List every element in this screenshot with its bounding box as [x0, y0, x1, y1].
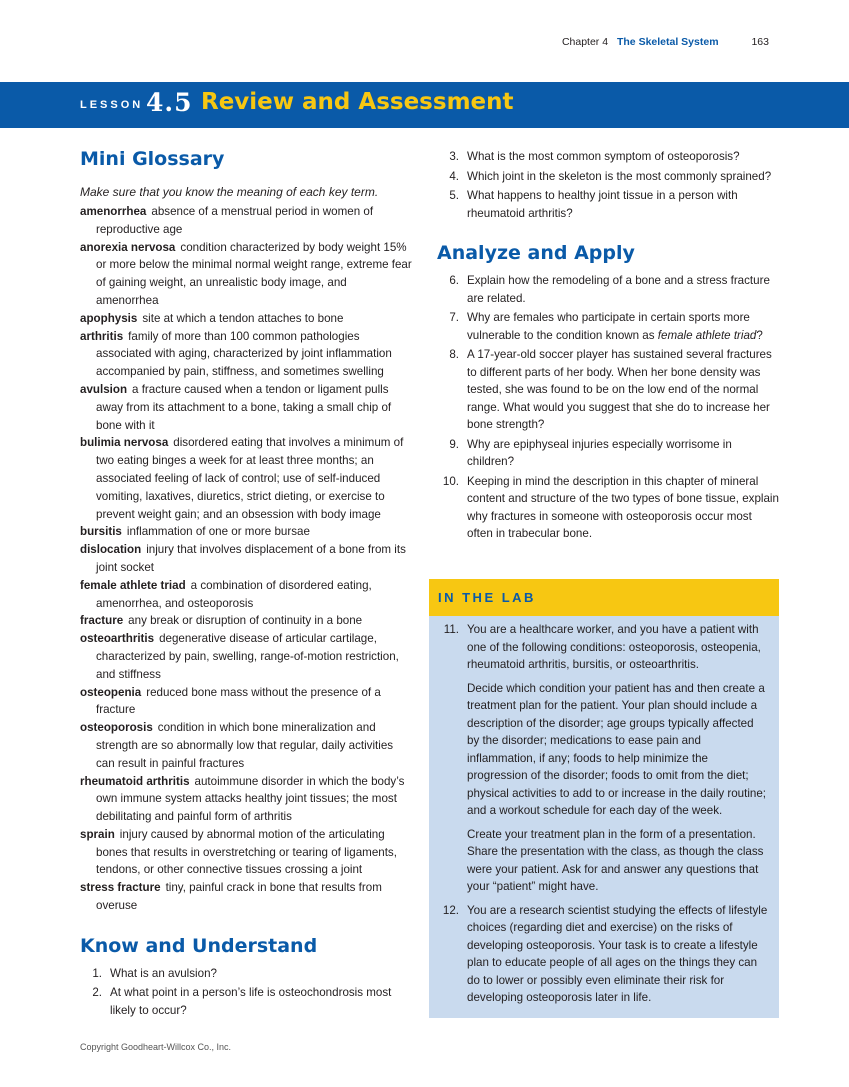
question-text: At what point in a person’s life is osteochondrosis most likely to occur?	[110, 986, 392, 1017]
question-number: 11.	[443, 623, 459, 636]
glossary-term: osteopenia	[80, 685, 142, 699]
glossary-definition: degenerative disease of articular cartilage, characterized by pain, swelling, range-of-motion restriction, and stiffness	[96, 632, 399, 681]
question-number: 3.	[449, 150, 459, 163]
lesson-number: 4.5	[146, 88, 193, 117]
glossary-definition: absence of a menstrual period in women of reproductive age	[96, 205, 374, 236]
question-number: 6.	[449, 274, 459, 287]
question-12	[437, 902, 769, 1007]
question-text: You are a research scientist studying the effects of lifestyle choices (regarding diet and exercise) on the risks of developing osteoporosis. Your task is to create a lifestyle plan to educate people of all ages on the things they can do to lower or possibly even eliminate their risk for developing osteoporosis later in life.	[467, 903, 768, 1004]
lesson-banner	[0, 82, 849, 128]
glossary-definition: a fracture caused when a tendon or ligament pulls away from its attachment to a bone, taking a small chip of bone with it	[96, 382, 392, 432]
question-8	[437, 346, 779, 434]
glossary-term: apophysis	[80, 311, 138, 325]
question-text: Explain how the remodeling of a bone and a stress fracture are related.	[467, 274, 770, 305]
glossary-entry	[80, 612, 412, 630]
glossary-term: arthritis	[80, 329, 124, 343]
glossary-term: anorexia nervosa	[80, 240, 176, 254]
glossary-term: bursitis	[80, 525, 122, 539]
question-4	[437, 168, 779, 186]
question-5	[437, 187, 779, 222]
glossary-heading: Mini Glossary	[80, 148, 225, 170]
glossary-definition: family of more than 100 common pathologies associated with aging, characterized by joint inflammation accompanied by pain, stiffness, and sometimes swelling	[96, 329, 392, 379]
glossary-definition: injury caused by abnormal motion of the articulating bones that results in overstretching or tearing of ligaments, tendons, or other connective tissues crossing a joint	[96, 827, 397, 877]
glossary-definition: condition in which bone mineralization and strength are so abnormally low that regular, daily activities can result in painful fractures	[96, 721, 394, 770]
lesson-word: LESSON	[80, 99, 144, 111]
glossary-entry	[80, 684, 412, 720]
glossary-term: osteoporosis	[80, 721, 153, 735]
glossary-definition: disordered eating that involves a minimum of two eating binges a week for at least three months; an associated feeling of lack of control; use of self-induced vomiting, laxatives, diuretics, strict dieting, or exercise to prevent weight gain; and an obsession with body image	[96, 436, 404, 521]
lab-heading: IN THE LAB	[438, 590, 536, 605]
lesson-title: Review and Assessment	[201, 89, 514, 115]
glossary-definition: condition characterized by body weight 15% or more below the minimal normal weight range, extreme fear of gaining weight, an unrealistic body image, and amenorrhea	[96, 240, 412, 307]
question-3	[437, 148, 779, 166]
glossary-entry	[80, 541, 412, 577]
question-number: 7.	[449, 311, 459, 324]
glossary-entry	[80, 523, 412, 541]
analyze-heading: Analyze and Apply	[437, 242, 635, 264]
question-text: What happens to healthy joint tissue in a person with rheumatoid arthritis?	[467, 189, 738, 220]
glossary-term: fracture	[80, 614, 124, 628]
glossary-term: rheumatoid arthritis	[80, 774, 190, 788]
glossary-entry	[80, 239, 412, 310]
question-number: 5.	[449, 189, 459, 202]
question-number: 10.	[442, 474, 459, 488]
lab-paragraph: Create your treatment plan in the form of a presentation. Share the presentation with the class, as though the class were your patient. Ask for and answer any questions that your “patient” might have.	[467, 827, 764, 893]
glossary-term: sprain	[80, 827, 115, 841]
glossary-intro: Make sure that you know the meaning of each key term.	[80, 185, 379, 199]
glossary-term: osteoarthritis	[80, 632, 155, 646]
glossary-entry	[80, 773, 412, 826]
question-7	[437, 309, 779, 344]
glossary-list	[80, 203, 412, 915]
question-9	[437, 436, 779, 471]
running-head	[562, 36, 769, 48]
question-2	[80, 984, 412, 1019]
glossary-definition: site at which a tendon attaches to bone	[142, 311, 344, 325]
question-10	[437, 473, 779, 543]
glossary-term: stress fracture	[80, 881, 161, 895]
page-number: 163	[751, 36, 769, 48]
question-number: 1.	[92, 966, 102, 980]
question-1	[80, 965, 412, 983]
right-column	[437, 148, 779, 545]
question-text-end: ?	[756, 328, 763, 342]
question-text: Keeping in mind the description in this chapter of mineral content and structure of the two types of bone tissue, explain why fractures in someone with osteoporosis occur most often in trabecular bone.	[467, 474, 779, 540]
question-text: What is an avulsion?	[110, 966, 217, 980]
glossary-definition: autoimmune disorder in which the body’s own immune system attacks healthy joint tissues; the most debilitating and painful form of arthritis	[96, 774, 405, 824]
glossary-entry	[80, 630, 412, 683]
glossary-term: female athlete triad	[80, 578, 186, 592]
chapter-label: Chapter 4	[561, 36, 609, 48]
glossary-entry	[80, 328, 412, 381]
glossary-term: bulimia nervosa	[80, 436, 169, 450]
question-6	[437, 272, 779, 307]
glossary-definition: reduced bone mass without the presence of a fracture	[96, 685, 381, 717]
glossary-entry	[80, 879, 412, 915]
question-text: Which joint in the skeleton is the most commonly sprained?	[467, 169, 772, 183]
question-number: 9.	[449, 437, 459, 451]
chapter-title: The Skeletal System	[616, 36, 719, 48]
question-text: A 17-year-old soccer player has sustained several fractures to different parts of her body. When her bone density was tested, she was found to be on the low end of the normal range. What would you suggest that she do to increase her bone strength?	[467, 348, 772, 431]
glossary-definition: inflammation of one or more bursae	[126, 525, 310, 539]
question-text: What is the most common symptom of osteoporosis?	[467, 150, 740, 163]
glossary-term: amenorrhea	[80, 205, 147, 218]
glossary-entry	[80, 577, 412, 613]
lab-body	[429, 616, 779, 1007]
glossary-entry	[80, 310, 412, 328]
glossary-entry	[80, 719, 412, 772]
glossary-entry	[80, 381, 412, 434]
glossary-definition: a combination of disordered eating, amenorrhea, and osteoporosis	[96, 578, 372, 610]
question-11	[437, 621, 769, 896]
glossary-definition: injury that involves displacement of a bone from its joint socket	[96, 543, 406, 574]
copyright-footer: Copyright Goodheart-Willcox Co., Inc.	[80, 1042, 232, 1052]
glossary-entry	[80, 826, 412, 879]
question-text: Why are females who participate in certain sports more vulnerable to the condition known as	[467, 311, 750, 342]
glossary-definition: any break or disruption of continuity in a bone	[128, 614, 363, 628]
glossary-term: avulsion	[80, 382, 128, 396]
know-heading: Know and Understand	[80, 934, 318, 957]
question-number: 2.	[92, 986, 102, 1000]
lab-header	[429, 579, 779, 616]
question-italic-term: female athlete triad	[657, 328, 757, 342]
left-column	[80, 148, 412, 1021]
lab-paragraph: You are a healthcare worker, and you have a patient with one of the following conditions: osteoporosis, osteopenia, rheumatoid arthritis, bursitis, or osteoarthritis.	[467, 623, 761, 671]
question-text: Why are epiphyseal injuries especially worrisome in children?	[467, 437, 732, 468]
lab-paragraph: Decide which condition your patient has and then create a treatment plan for the patient. Your plan should include a description of the disorder; age groups typically affected by the disorder; medications to ease pain and inflammation, if any; foods to help minimize the progression of the disorder; foods to omit from the diet; physical activities to add to or increase in the daily routine; and a workout schedule for each day of the week.	[467, 681, 767, 817]
glossary-entry	[80, 434, 412, 523]
glossary-definition: tiny, painful crack in bone that results from overuse	[96, 881, 382, 913]
question-number: 4.	[449, 169, 459, 183]
question-number: 12.	[442, 903, 459, 917]
glossary-entry	[80, 203, 412, 239]
question-number: 8.	[449, 348, 459, 361]
glossary-term: dislocation	[80, 543, 142, 557]
in-the-lab-box	[429, 579, 779, 1018]
